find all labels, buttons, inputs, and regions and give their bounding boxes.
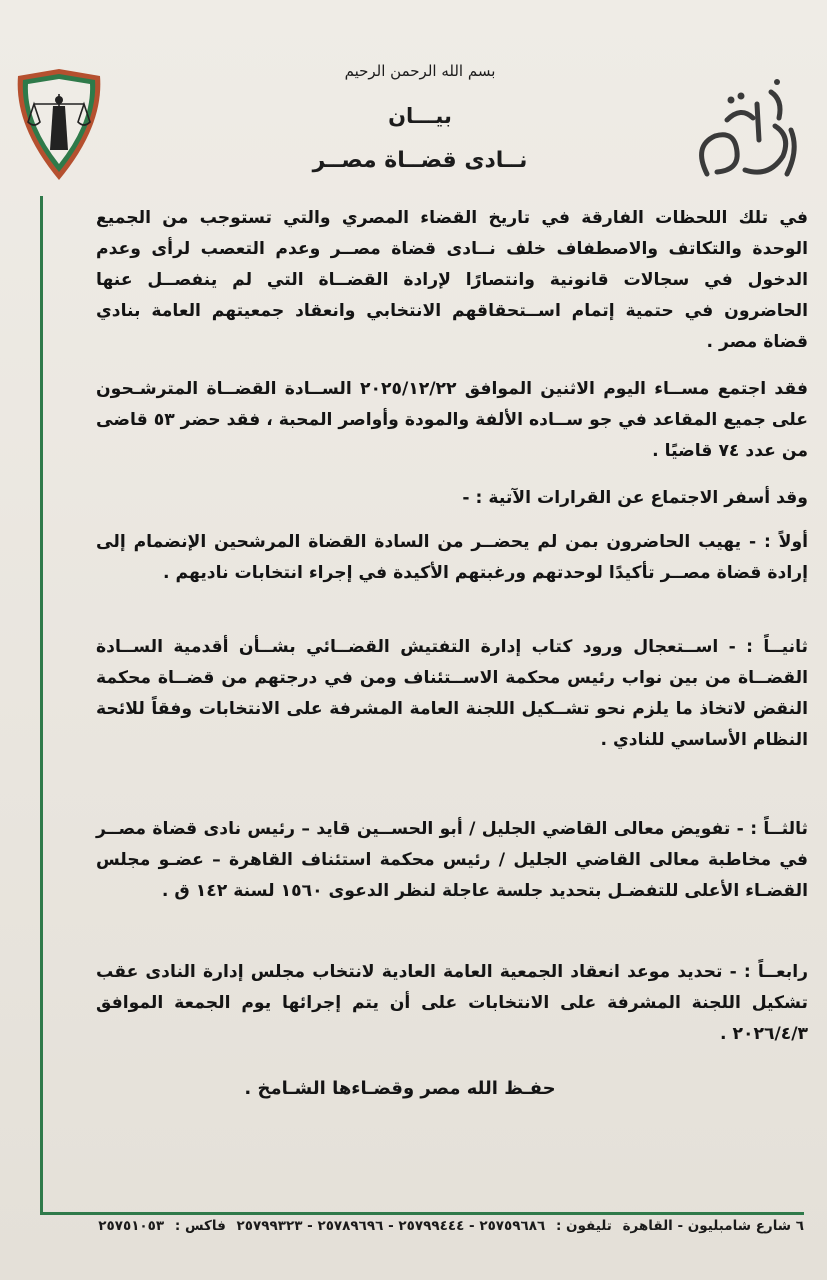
footer-phone-label: تليفون : <box>555 1218 612 1234</box>
resolution-text: - تفويض معالى القاضي الجليل / أبو الحســين قايد – رئيس نادى قضاة مصــر في مخاطبة معالى القاضي الجليل / رئيس محكمة استئناف القاهرة – عضـو مجلس القضـاء الأعلى للتفضـل بتحديد جلسة عاجلة لنظر الدعوى ١٥٦٠ لسنة ١٤٢ ق . <box>96 819 808 901</box>
resolution-item-1 <box>96 527 808 589</box>
meeting-text: فقد اجتمع مســاء اليوم الاثنين الموافق ٢٠٢٥/١٢/٢٢ الســادة القضــاة المترشـحون على جميع المقاعد في جو ســاده الألفة والمودة وأواصر المحبة ، فقد حضر ٥٣ قاضى من عدد ٧٤ قاضيًا . <box>96 379 808 461</box>
resolution-item-4 <box>96 957 808 1050</box>
footer-fax: ٢٥٧٥١٠٥٣ <box>98 1218 165 1234</box>
footer-contact <box>40 1218 804 1234</box>
statement-title: بيـــان <box>388 104 452 128</box>
left-border-rule <box>40 196 43 1214</box>
resolution-ordinal: أولاً : <box>763 532 809 552</box>
resolution-item-3 <box>96 814 808 907</box>
intro-text: في تلك اللحظات الفارقة في تاريخ القضاء المصري والتي تستوجب من الجميع الوحدة والتكاتف والاصطفاف خلف نــادى قضاة مصــر وعدم التعصب لرأى وعدم الدخول في سجالات قانونية وانتصارًا لإرادة القضــاة التي لم ينفصــل عنها الحاضرون في حتمية إتمام اســتحقاقهم الانتخابي وانعقاد جمعيتهم العامة بنادي قضاة مصر . <box>96 208 808 352</box>
club-name-title: نــادى قضــاة مصــر <box>312 148 528 173</box>
footer-phones: ٢٥٧٥٩٦٨٦ - ٢٥٧٩٩٤٤٤ - ٢٥٧٨٩٦٩٦ - ٢٥٧٩٩٣٢٣ <box>236 1218 546 1234</box>
judges-club-calligraphy-logo <box>687 70 805 190</box>
resolutions-intro-text: وقد أسفر الاجتماع عن القرارات الآتية : - <box>462 488 808 508</box>
footer-divider <box>40 1212 804 1215</box>
resolution-text: - اســتعجال ورود كتاب إدارة التفتيش القضــائي بشــأن أقدمية الســادة القضــاة من بين نواب رئيس محكمة الاســتئناف ومن في درجتهم من قضــاة محكمة النقض لاتخاذ ما يلزم نحو تشــكيل اللجنة العامة المشرفة على الانتخابات وفقاً للائحة النظام الأساسي للنادي . <box>96 637 808 750</box>
resolution-ordinal: ثالثــاً : <box>750 819 809 839</box>
intro-paragraph <box>96 203 808 358</box>
resolution-text: - يهيب الحاضرون بمن لم يحضــر من السادة القضاة المرشحين الإنضمام إلى إرادة قضاة مصــر تأكيدًا لوحدتهم ورغبتهم الأكيدة في إجراء انتخابات ناديهم . <box>96 532 808 583</box>
resolution-item-2 <box>96 632 808 756</box>
meeting-paragraph <box>96 374 808 467</box>
closing-line: حفـظ الله مصر وقضـاءها الشـامخ . <box>244 1078 556 1099</box>
resolution-ordinal: رابعــاً : <box>743 962 808 982</box>
footer-fax-label: فاكس : <box>174 1218 226 1234</box>
resolutions-intro-paragraph <box>96 483 808 514</box>
basmala: بسم الله الرحمن الرحيم <box>344 62 496 80</box>
resolution-ordinal: ثانيــاً : <box>746 637 809 657</box>
judges-shield-logo <box>12 66 106 184</box>
resolution-text: - تحديد موعد انعقاد الجمعية العامة العادية لانتخاب مجلس إدارة النادى عقب تشكيل اللجنة المشرفة على الانتخابات على أن يتم إجرائها يوم الجمعة الموافق ٢٠٢٦/٤/٣ . <box>96 962 808 1044</box>
footer-address: ٦ شارع شامبليون - القاهرة <box>622 1218 804 1234</box>
